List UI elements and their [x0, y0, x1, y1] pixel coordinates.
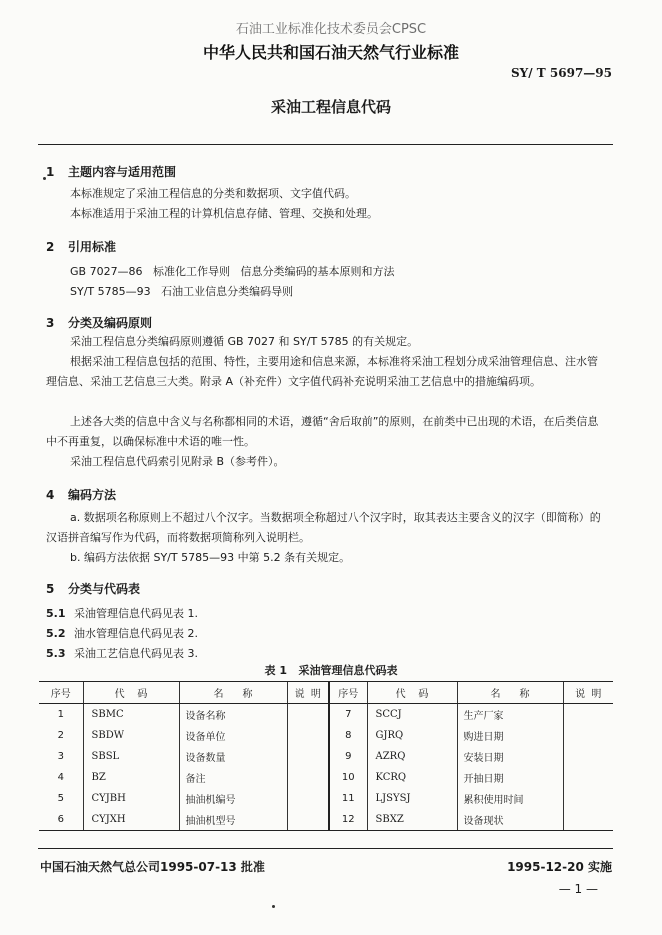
- section-title: 编码方法: [68, 488, 117, 502]
- page-number: — 1 —: [558, 882, 598, 896]
- cell-code: BZ: [83, 767, 179, 788]
- cell-code: CYJBH: [83, 788, 179, 809]
- cell-code: KCRQ: [367, 767, 457, 788]
- implementation-date: 1995-12-20 实施: [507, 860, 612, 874]
- section-3-paragraph-4: 采油工程信息代码索引见附录 B（参考件）。: [70, 455, 285, 468]
- subsection-text: 油水管理信息代码见表 2.: [74, 627, 198, 640]
- header-seq: 序号: [39, 682, 83, 704]
- section-3-paragraph-1: 采油工程信息分类编码原则遵循 GB 7027 和 SY/T 5785 的有关规定。: [70, 335, 419, 348]
- table-header-row: [39, 682, 613, 704]
- title-divider: [38, 144, 613, 145]
- header-note: 说 明: [563, 682, 613, 704]
- section-1-heading: [46, 163, 176, 180]
- cell-note: [287, 767, 329, 788]
- cell-code: SCCJ: [367, 704, 457, 726]
- section-number: 4: [46, 488, 55, 502]
- table-1-caption: 表 1 采油管理信息代码表: [264, 664, 398, 677]
- cell-note: [287, 704, 329, 726]
- header-note: 说 明: [287, 682, 329, 704]
- cell-seq: 5: [57, 793, 64, 804]
- table-row: [39, 725, 613, 746]
- cell-note: [287, 809, 329, 831]
- cell-seq: 12: [329, 809, 367, 831]
- cell-name: 安装日期: [457, 746, 563, 767]
- cell-note: [563, 809, 613, 831]
- section-number: 5: [46, 582, 55, 596]
- cell-name: 设备单位: [179, 725, 287, 746]
- header-seq: 序号: [329, 682, 367, 704]
- cell-name: 累积使用时间: [457, 788, 563, 809]
- table-row: [39, 788, 613, 809]
- subsection-number: 5.3: [46, 647, 66, 660]
- cell-note: [287, 788, 329, 809]
- cell-code: SBMC: [83, 704, 179, 726]
- standard-code: SY/ T 5697—95: [511, 66, 612, 80]
- cell-note: [563, 746, 613, 767]
- header-code: 代 码: [367, 682, 457, 704]
- cell-seq: 1: [57, 709, 64, 720]
- table-row: [39, 767, 613, 788]
- cell-code: AZRQ: [367, 746, 457, 767]
- section-number: 3: [46, 316, 55, 330]
- subsection-number: 5.2: [46, 627, 66, 640]
- subsection-5-1: [46, 605, 198, 621]
- cell-name: 备注: [179, 767, 287, 788]
- cell-name: 抽油机编号: [179, 788, 287, 809]
- speck: [43, 177, 46, 180]
- section-title: 引用标准: [68, 240, 117, 254]
- cell-seq: 3: [57, 751, 64, 762]
- approval-line: 中国石油天然气总公司1995-07-13 批准: [40, 860, 265, 874]
- cell-code: LJSYSJ: [367, 788, 457, 809]
- cell-seq: 4: [57, 772, 64, 783]
- table-row: [39, 809, 613, 831]
- table-row: [39, 746, 613, 767]
- section-number: 2: [46, 240, 55, 254]
- cell-code: SBDW: [83, 725, 179, 746]
- subsection-5-2: [46, 625, 198, 641]
- cell-name: 生产厂家: [457, 704, 563, 726]
- subsection-5-3: [46, 645, 198, 661]
- cell-code: GJRQ: [367, 725, 457, 746]
- section-number: 1: [46, 165, 55, 179]
- cell-name: 抽油机型号: [179, 809, 287, 831]
- table-row: [39, 704, 613, 726]
- section-title: 主题内容与适用范围: [68, 165, 177, 179]
- header-name: 名 称: [179, 682, 287, 704]
- footer-divider: [38, 848, 613, 849]
- section-1-line-2: 本标准适用于采油工程的计算机信息存储、管理、交换和处理。: [70, 207, 378, 220]
- section-5-heading: [46, 580, 140, 597]
- cell-note: [563, 704, 613, 726]
- section-4-heading: [46, 486, 116, 503]
- section-4-item-a: a. 数据项名称原则上不超过八个汉字。当数据项全称超过八个汉字时，取其表达主要含义的汉字（即简称）的汉语拼音编写作为代码，而将数据项简称列入说明栏。: [46, 511, 601, 544]
- section-title: 分类及编码原则: [68, 316, 153, 330]
- watermark: 石油工业标准化技术委员会CPSC: [235, 22, 427, 37]
- cell-code: SBXZ: [367, 809, 457, 831]
- cell-seq: 8: [329, 725, 367, 746]
- cell-seq: 7: [329, 704, 367, 726]
- speck: [272, 905, 275, 908]
- cell-code: CYJXH: [83, 809, 179, 831]
- cell-code: SBSL: [83, 746, 179, 767]
- section-4-item-b: b. 编码方法依据 SY/T 5785—93 中第 5.2 条有关规定。: [70, 551, 351, 564]
- cell-note: [563, 767, 613, 788]
- section-1-line-1: 本标准规定了采油工程信息的分类和数据项、文字值代码。: [70, 187, 356, 200]
- cell-seq: 9: [329, 746, 367, 767]
- cell-note: [287, 746, 329, 767]
- cell-name: 设备数量: [179, 746, 287, 767]
- subsection-text: 采油管理信息代码见表 1.: [74, 607, 198, 620]
- subsection-number: 5.1: [46, 607, 66, 620]
- cell-name: 设备现状: [457, 809, 563, 831]
- header-code: 代 码: [83, 682, 179, 704]
- section-3-paragraph-2: 根据采油工程信息包括的范围、特性，主要用途和信息来源，本标准将采油工程划分成采油管理信息、注水管理信息、采油工艺信息三大类。附录 A（补充件）文字值代码补充说明采油工艺信息中的措施编码项。: [46, 355, 598, 388]
- document-title: 采油工程信息代码: [270, 98, 391, 116]
- section-3-heading: [46, 314, 152, 331]
- cell-seq: 2: [57, 730, 64, 741]
- cell-seq: 10: [329, 767, 367, 788]
- subsection-text: 采油工艺信息代码见表 3.: [74, 647, 198, 660]
- cell-seq: 11: [329, 788, 367, 809]
- header-name: 名 称: [457, 682, 563, 704]
- cell-note: [287, 725, 329, 746]
- cell-name: 设备名称: [179, 704, 287, 726]
- section-3-paragraph-3: 上述各大类的信息中含义与名称都相同的术语，遵循“舍后取前”的原则，在前类中已出现的术语，在后类信息中不再重复，以确保标准中术语的唯一性。: [46, 415, 599, 448]
- cell-note: [563, 725, 613, 746]
- reference-2: SY/T 5785—93 石油工业信息分类编码导则: [70, 285, 294, 298]
- cell-name: 开抽日期: [457, 767, 563, 788]
- reference-1: GB 7027—86 标准化工作导则 信息分类编码的基本原则和方法: [70, 265, 395, 278]
- section-2-heading: [46, 238, 116, 255]
- cell-seq: 6: [39, 809, 83, 831]
- cell-note: [563, 788, 613, 809]
- cell-name: 购进日期: [457, 725, 563, 746]
- standard-category: 中华人民共和国石油天然气行业标准: [202, 43, 459, 62]
- section-title: 分类与代码表: [68, 582, 141, 596]
- table-1: [39, 681, 613, 831]
